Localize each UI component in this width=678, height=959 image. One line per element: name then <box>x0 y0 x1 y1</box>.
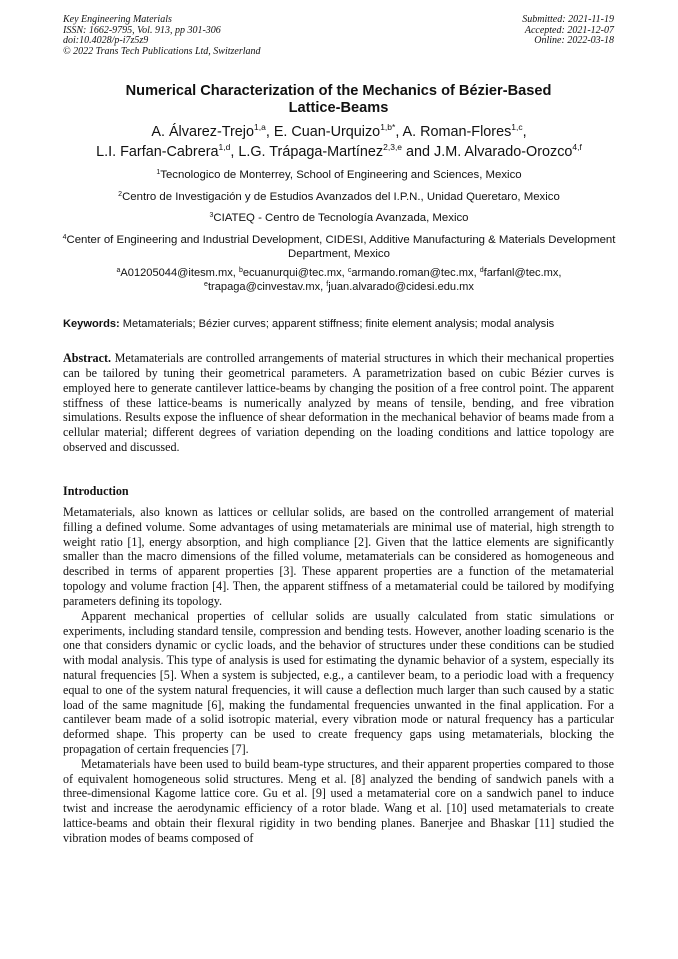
keywords <box>63 317 623 331</box>
online-date: Online: 2022-03-18 <box>534 35 614 47</box>
abstract <box>63 351 614 455</box>
issn-line: ISSN: 1662-9795, Vol. 913, pp 301-306 <box>63 24 221 36</box>
email-marker: e <box>204 281 208 288</box>
title-line-1: Numerical Characterization of the Mechanics of Bézier-Based <box>125 83 552 99</box>
email-marker: f <box>326 281 329 288</box>
author-affiliation-marker: 2,3,e <box>383 142 403 152</box>
email-link[interactable]: armando.roman@tec.mx, <box>351 267 480 279</box>
email-link[interactable]: juan.alvarado@cidesi.edu.mx <box>328 281 474 293</box>
affiliation-text: Centro de Investigación y de Estudios Avanzados del I.P.N., Unidad Queretaro, Mexico <box>122 191 560 203</box>
author-affiliation-marker: 1,d <box>218 142 231 152</box>
email-link[interactable]: A01205044@itesm.mx, <box>120 267 239 279</box>
affiliation-number: 2 <box>118 191 123 198</box>
author-name: A. Roman-Flores <box>402 124 512 140</box>
author-separator: and <box>402 144 435 160</box>
affiliation-number: 3 <box>209 212 214 219</box>
author-name: L.I. Farfan-Cabrera <box>96 144 219 160</box>
email-marker: d <box>479 267 484 274</box>
email-link[interactable]: farfanl@tec.mx, <box>483 267 562 279</box>
email-marker: b <box>238 267 243 274</box>
email-marker: c <box>347 267 352 274</box>
affiliation-3 <box>50 211 628 225</box>
affiliation-number: 4 <box>62 234 67 241</box>
dates-header <box>522 15 614 47</box>
accepted-date: Accepted: 2021-12-07 <box>524 24 614 36</box>
author-affiliation-marker: 1,b* <box>380 122 396 132</box>
abstract-text: Metamaterials are controlled arrangements of material structures in which their mechanical properties can be tailored by tuning their geometrical parameters. A parametrization based on cubic Bézier curves is employed here to generate cantilever lattice-beams by changing the position of a free control point. The apparent stiffness of these lattice-beams is numerically analyzed by means of tensile, bending, and free vibration simulations. Results expose the influence of shear deformation in the mechanical behavior of beams made from a cellular material; different degrees of variation depending on the loading conditions and lattice topology are observed and discussed. <box>63 351 614 455</box>
paragraph: Metamaterials have been used to build beam-type structures, and their apparent properties compared to those of equivalent homogeneous solid structures. Meng et al. [8] analyzed the bending of sandwich panels with a three-dimensional Kagome lattice core. Gu et al. [9] used a metamaterial core on a sandwich panel to induce twist and increase the aerodynamic efficiency of a rotor blade. Wang et al. [10] used metamaterials to create lattice-beams and obtain their flexural rigidity in two bending planes. Banerjee and Bhaskar [11] studied the vibration modes of beams composed of <box>63 756 614 845</box>
keywords-label: Keywords: <box>63 318 120 330</box>
author-affiliation-marker: 1,a <box>253 122 266 132</box>
journal-header <box>63 15 261 57</box>
keywords-text: Metamaterials; Bézier curves; apparent stiffness; finite element analysis; modal analysis <box>119 318 555 330</box>
affiliation-1 <box>50 168 628 182</box>
author-separator: , <box>395 124 403 140</box>
affiliation-4 <box>50 233 628 261</box>
paragraph: Metamaterials, also known as lattices or cellular solids, are based on the controlled arrangement of material filling a defined volume. Some advantages of using metamaterials are minimal use of material, high strength to weight ratio [1], energy absorption, and high compliance [2]. Given that the lattice elements are significantly smaller than the macro dimensions of the filled volume, metamaterials can be considered as homogeneous and described in terms of apparent properties [3]. These apparent properties are a function of the metamaterial topology and volume fraction [4]. Then, the apparent stiffness of a metamaterial could be tailored by modifying parameters defining its topology. <box>63 505 614 608</box>
affiliation-2 <box>50 190 628 204</box>
author-separator: , <box>265 124 274 140</box>
author-separator: , <box>522 124 527 140</box>
title-line-2: Lattice-Beams <box>288 100 389 116</box>
author-emails <box>50 266 628 294</box>
author-name: L.G. Trápaga-Martínez <box>238 144 384 160</box>
email-link[interactable]: ecuanurqui@tec.mx, <box>242 267 348 279</box>
author-list <box>40 122 638 162</box>
author-separator: , <box>230 144 239 160</box>
affiliation-text: Center of Engineering and Industrial Development, CIDESI, Additive Manufacturing & Materials Development Department, Mexico <box>66 234 616 260</box>
paper-title <box>63 83 614 117</box>
author-name: A. Álvarez-Trejo <box>151 124 254 140</box>
author-affiliation-marker: 1,c <box>511 122 523 132</box>
journal-name: Key Engineering Materials <box>63 14 172 25</box>
paragraph: Apparent mechanical properties of cellular solids are usually calculated from static simulations or experiments, including standard tensile, compression and bending tests. However, another loading scenario is the one that considers dynamic or cyclic loads, and the behavior of structures under these conditions can be studied with modal analysis. This type of analysis is used for estimating the dynamic behavior of a system, especially its natural frequencies [5]. When a system is subjected, e.g., a cantilever beam, to a periodic load with a frequency equal to one of the system natural frequencies, it will cause a deflection much larger than such caused by a static load of the same magnitude [6], making the fundamental frequencies unwanted in the final application. For a cantilever beam made of a solid isotropic material, every vibration mode or natural frequency has a particular deformed shape. This property can be used to create frequency gaps using metamaterials, blocking the propagation of certain frequencies [7]. <box>63 608 614 756</box>
doi-line[interactable]: doi:10.4028/p-i7z5z9 <box>63 35 149 47</box>
abstract-label: Abstract. <box>63 351 112 365</box>
affiliation-number: 1 <box>156 169 161 176</box>
introduction-heading: Introduction <box>63 484 129 498</box>
email-marker: a <box>116 267 121 274</box>
introduction-body <box>63 505 614 846</box>
affiliation-text: Tecnologico de Monterrey, School of Engineering and Sciences, Mexico <box>160 169 522 181</box>
affiliation-text: CIATEQ - Centro de Tecnología Avanzada, Mexico <box>213 212 469 224</box>
submitted-date: Submitted: 2021-11-19 <box>522 14 614 25</box>
author-name: J.M. Alvarado-Orozco <box>434 144 573 160</box>
author-affiliation-marker: 4,f <box>572 142 582 152</box>
author-name: E. Cuan-Urquizo <box>273 124 381 140</box>
email-link[interactable]: trapaga@cinvestav.mx, <box>207 281 327 293</box>
copyright-line: © 2022 Trans Tech Publications Ltd, Switzerland <box>63 45 261 57</box>
